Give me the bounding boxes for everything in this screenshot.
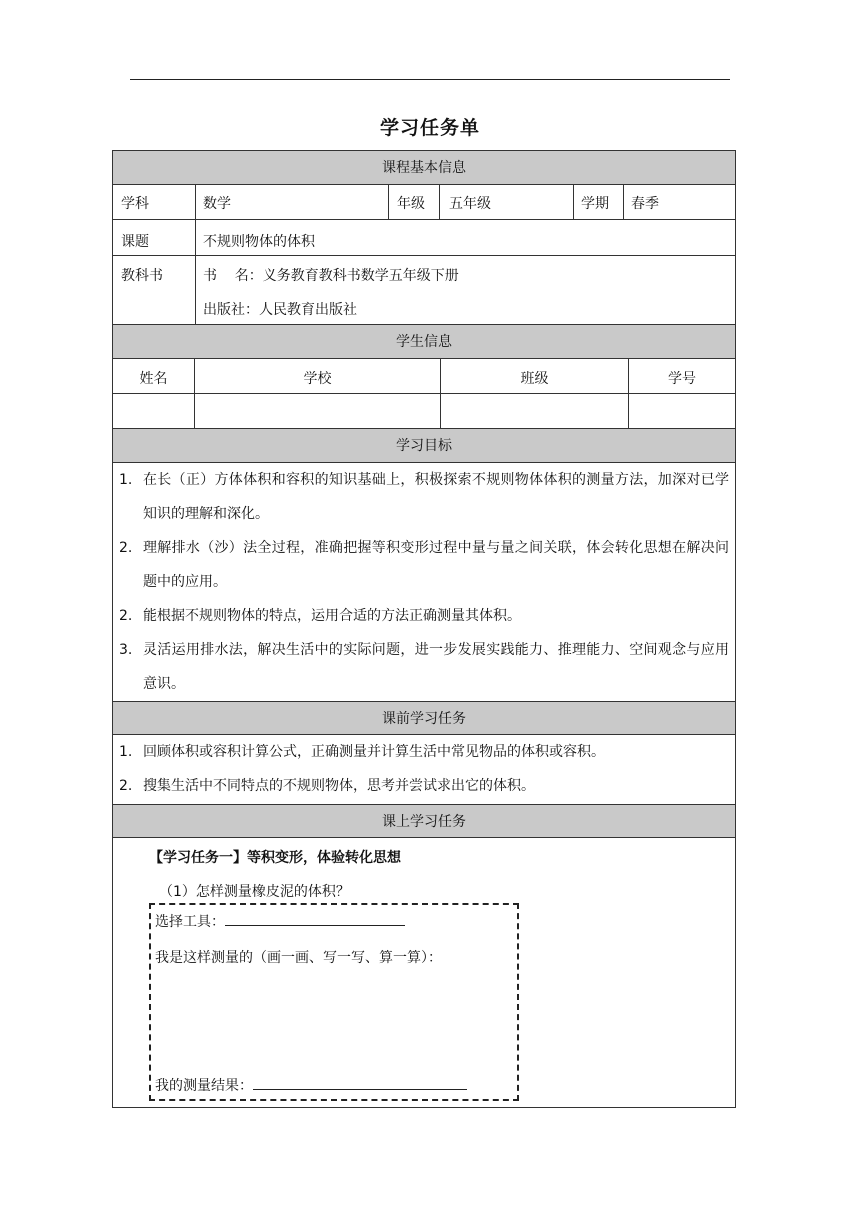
pre-task-text: 回顾体积或容积计算公式，正确测量并计算生活中常见物品的体积或容积。 (143, 744, 605, 760)
divider (388, 185, 389, 219)
term-label: 学期 (581, 196, 609, 212)
grade-value: 五年级 (449, 196, 491, 212)
term-value: 春季 (631, 196, 659, 212)
student-info-header: 学生信息 (113, 324, 735, 359)
list-number: 3. (119, 642, 133, 658)
name-column-header: 姓名 (139, 371, 168, 387)
objective-item (119, 599, 729, 633)
result-label: 我的测量结果： (155, 1078, 253, 1094)
divider (573, 185, 574, 219)
objective-text: 理解排水（沙）法全过程，准确把握等积变形过程中量与量之间关联，体会转化思想在解决问题中的应用。 (143, 540, 729, 590)
book-name: 书 名：义务教育教科书数学五年级下册 (203, 268, 459, 284)
divider (623, 185, 624, 219)
class-input-cell[interactable] (441, 394, 628, 428)
question-one: （1）怎样测量橡皮泥的体积？ (159, 884, 350, 900)
grade-label: 年级 (397, 196, 425, 212)
tool-field (155, 911, 405, 931)
student-id-input-cell[interactable] (629, 394, 735, 428)
list-number: 2. (119, 778, 133, 794)
drawing-area[interactable] (155, 971, 513, 1071)
pre-task-item (119, 769, 729, 803)
textbook-label: 教科书 (121, 268, 163, 284)
result-input-line[interactable] (253, 1075, 467, 1090)
subject-label: 学科 (121, 196, 149, 212)
topic-label: 课题 (121, 234, 149, 250)
divider (195, 219, 196, 255)
list-number: 1. (119, 472, 133, 488)
page-title: 学习任务单 (379, 117, 480, 139)
method-label: 我是这样测量的（画一画、写一写、算一算）： (155, 950, 442, 966)
pre-task-item (119, 735, 729, 769)
publisher: 出版社：人民教育出版社 (203, 302, 357, 318)
pre-task-text: 搜集生活中不同特点的不规则物体，思考并尝试求出它的体积。 (143, 778, 535, 794)
list-number: 2. (119, 540, 133, 556)
course-info-header: 课程基本信息 (113, 151, 735, 185)
subject-value: 数学 (203, 196, 231, 212)
tool-label: 选择工具： (155, 914, 225, 930)
divider (195, 185, 196, 219)
school-input-cell[interactable] (195, 394, 440, 428)
in-class-tasks-header: 课上学习任务 (113, 804, 735, 838)
objective-text: 能根据不规则物体的特点，运用合适的方法正确测量其体积。 (143, 608, 521, 624)
objective-item (119, 633, 729, 701)
topic-value: 不规则物体的体积 (203, 234, 315, 250)
task-one-title: 【学习任务一】等积变形，体验转化思想 (149, 850, 401, 866)
name-input-cell[interactable] (113, 394, 194, 428)
divider (113, 255, 735, 256)
objective-item (119, 463, 729, 531)
school-column-header: 学校 (303, 371, 332, 387)
divider (439, 185, 440, 219)
result-field (155, 1075, 467, 1095)
objectives-header: 学习目标 (113, 428, 735, 463)
divider (113, 219, 735, 220)
objective-text: 在长（正）方体体积和容积的知识基础上，积极探索不规则物体体积的测量方法，加深对已学知识的理解和深化。 (143, 472, 729, 522)
list-number: 2. (119, 608, 133, 624)
divider (195, 255, 196, 324)
header-rule (130, 79, 730, 80)
pre-class-tasks-header: 课前学习任务 (113, 701, 735, 735)
task-sheet-table (112, 150, 736, 1108)
tool-input-line[interactable] (225, 911, 405, 926)
objective-text: 灵活运用排水法，解决生活中的实际问题，进一步发展实践能力、推理能力、空间观念与应用意识。 (143, 642, 729, 692)
class-column-header: 班级 (520, 371, 549, 387)
objective-item (119, 531, 729, 599)
list-number: 1. (119, 744, 133, 760)
answer-box (149, 903, 519, 1101)
student-id-column-header: 学号 (668, 371, 696, 387)
